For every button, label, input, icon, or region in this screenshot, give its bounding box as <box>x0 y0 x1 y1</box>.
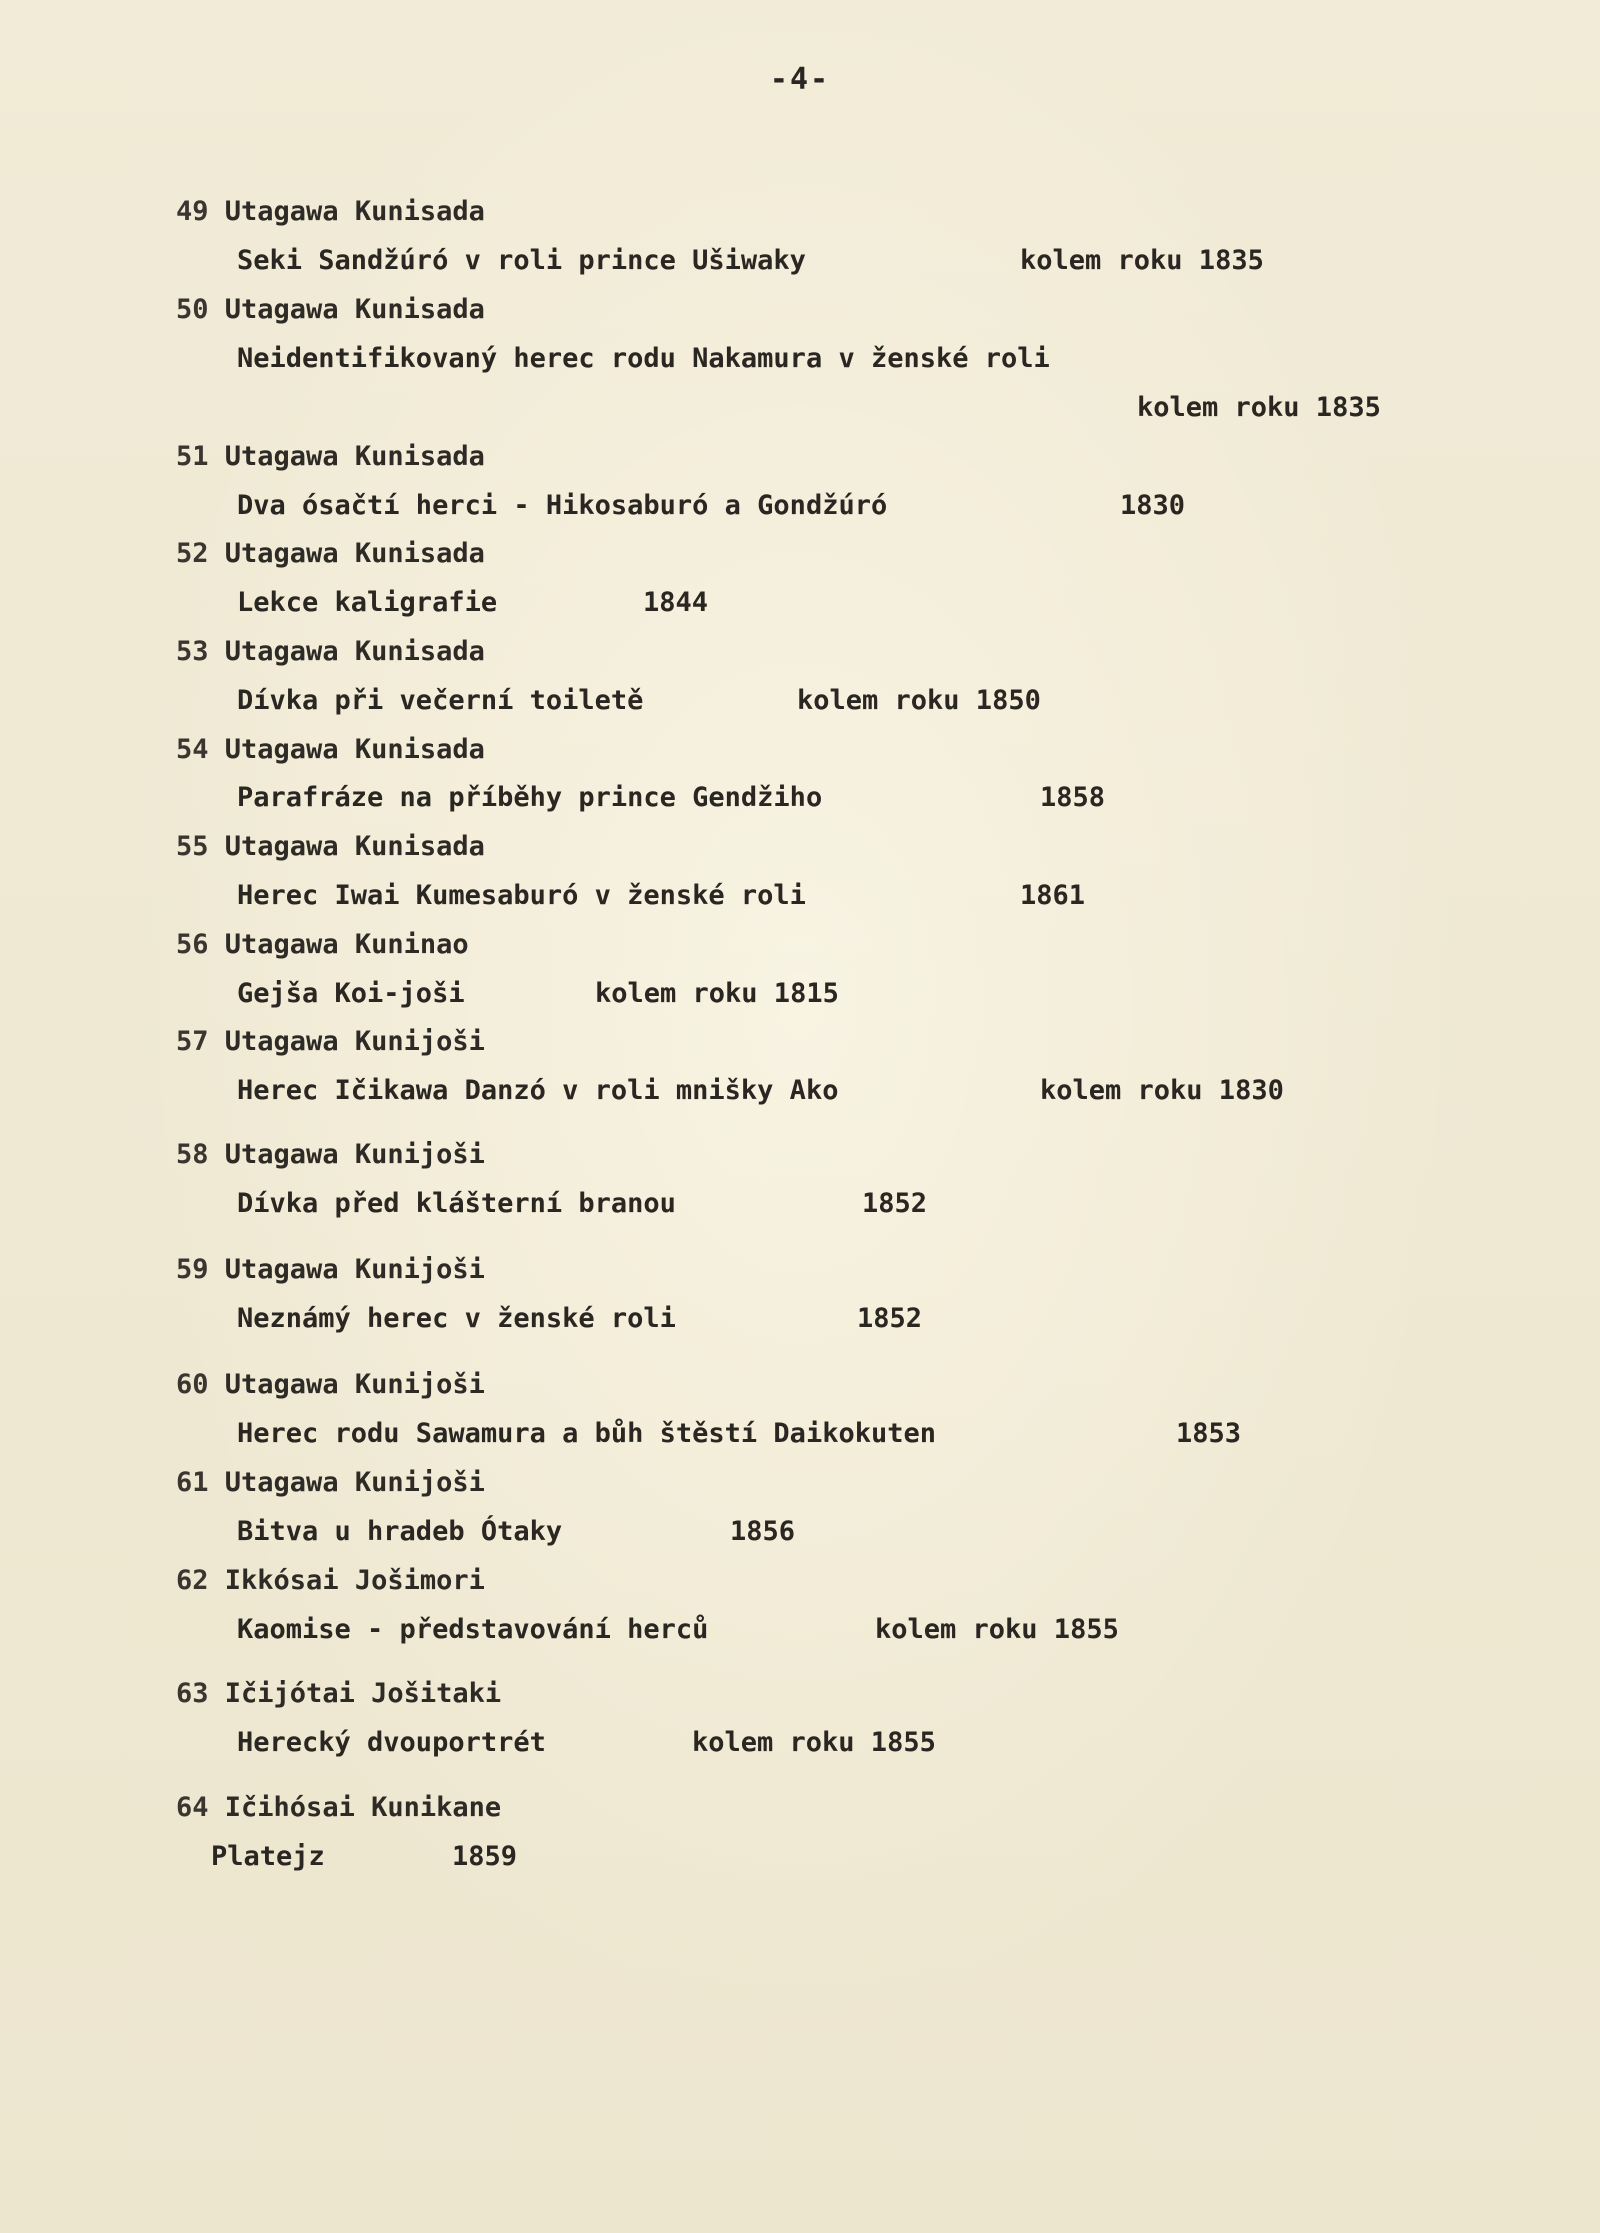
entry-59-heading <box>176 1256 485 1283</box>
entry-50-heading <box>176 296 485 323</box>
entry-title: Herec rodu Sawamura a bůh štěstí Daikokuten <box>237 1418 936 1449</box>
entry-title: Seki Sandžúró v roli prince Ušiwaky <box>237 245 806 276</box>
entry-title: Platejz <box>211 1841 325 1872</box>
entry-title: Herecký dvouportrét <box>237 1727 546 1758</box>
entry-date: 1830 <box>1120 490 1186 521</box>
entry-51-date <box>1120 492 1185 519</box>
entry-date: kolem roku 1830 <box>1040 1075 1284 1106</box>
entry-title: Dva ósačtí herci - Hikosaburó a Gondžúró <box>237 490 888 521</box>
entry-54-date <box>1040 784 1105 811</box>
entry-63-title-line <box>237 1729 546 1756</box>
entry-date: 1852 <box>857 1303 923 1334</box>
entry-62-title-line <box>237 1616 708 1643</box>
entry-date: 1856 <box>730 1516 796 1547</box>
entry-artist: Utagawa Kunisada <box>224 294 485 325</box>
entry-57-date <box>1040 1077 1284 1104</box>
entry-58-date <box>862 1190 927 1217</box>
entry-53-date <box>797 687 1041 714</box>
entry-date: 1852 <box>862 1188 928 1219</box>
entry-64-title-line <box>211 1843 325 1870</box>
entry-date: 1861 <box>1020 880 1086 911</box>
entry-54-title-line <box>237 784 822 811</box>
entry-date: kolem roku 1855 <box>875 1614 1119 1645</box>
entry-title: Kaomise - představování herců <box>237 1614 709 1645</box>
entry-title: Gejša Koi-joši <box>237 978 465 1009</box>
entry-53-title-line <box>237 687 643 714</box>
entry-number: 57 <box>176 1026 209 1057</box>
entry-number: 64 <box>176 1792 209 1823</box>
entry-50-title-line <box>237 345 1050 372</box>
entry-52-heading <box>176 540 485 567</box>
entry-artist: Utagawa Kunijoši <box>224 1467 485 1498</box>
entry-artist: Utagawa Kunisada <box>224 538 485 569</box>
entry-62-date <box>875 1616 1119 1643</box>
entry-date: 1844 <box>643 587 709 618</box>
entry-55-heading <box>176 833 485 860</box>
entry-51-heading <box>176 443 485 470</box>
entry-59-title-line <box>237 1305 676 1332</box>
entry-number: 59 <box>176 1254 209 1285</box>
entry-artist: Utagawa Kunijoši <box>224 1139 485 1170</box>
entry-artist: Utagawa Kunisada <box>224 196 485 227</box>
entry-64-heading <box>176 1794 501 1821</box>
entry-56-title-line <box>237 980 465 1007</box>
entry-artist: Utagawa Kunijoši <box>224 1369 485 1400</box>
entry-artist: Utagawa Kunijoši <box>224 1254 485 1285</box>
entry-date: kolem roku 1835 <box>1137 392 1381 423</box>
entry-date: 1853 <box>1176 1418 1242 1449</box>
entry-number: 54 <box>176 734 209 765</box>
entry-57-title-line <box>237 1077 838 1104</box>
entry-60-date <box>1176 1420 1241 1447</box>
entry-49-date <box>1020 247 1264 274</box>
entry-52-date <box>643 589 708 616</box>
entry-date: kolem roku 1835 <box>1020 245 1264 276</box>
entry-date: 1858 <box>1040 782 1106 813</box>
entry-title: Herec Iwai Kumesaburó v ženské roli <box>237 880 806 911</box>
entry-title: Neidentifikovaný herec rodu Nakamura v ženské roli <box>237 343 1050 374</box>
entry-number: 52 <box>176 538 209 569</box>
entry-title: Bitva u hradeb Ótaky <box>237 1516 563 1547</box>
entry-number: 51 <box>176 441 209 472</box>
entry-60-title-line <box>237 1420 936 1447</box>
entry-55-title-line <box>237 882 806 909</box>
entry-artist: Utagawa Kunisada <box>224 441 485 472</box>
page-number: -4- <box>769 62 831 97</box>
entry-title: Neznámý herec v ženské roli <box>237 1303 676 1334</box>
entry-artist: Utagawa Kunisada <box>224 831 485 862</box>
entry-number: 62 <box>176 1565 209 1596</box>
entry-title: Lekce kaligrafie <box>237 587 498 618</box>
entry-63-heading <box>176 1680 501 1707</box>
entry-artist: Utagawa Kunijoši <box>224 1026 485 1057</box>
entry-56-date <box>595 980 839 1007</box>
entry-64-date <box>452 1843 517 1870</box>
entry-60-heading <box>176 1371 485 1398</box>
entry-50-date <box>1137 394 1381 421</box>
entry-58-title-line <box>237 1190 676 1217</box>
entry-date: 1859 <box>452 1841 518 1872</box>
entry-number: 61 <box>176 1467 209 1498</box>
entry-date: kolem roku 1850 <box>797 685 1041 716</box>
entry-56-heading <box>176 931 469 958</box>
entry-title: Parafráze na příběhy prince Gendžiho <box>237 782 823 813</box>
entry-title: Dívka při večerní toiletě <box>237 685 644 716</box>
entry-number: 55 <box>176 831 209 862</box>
entry-52-title-line <box>237 589 497 616</box>
entry-61-date <box>730 1518 795 1545</box>
entry-58-heading <box>176 1141 485 1168</box>
entry-artist: Utagawa Kunisada <box>224 734 485 765</box>
entry-57-heading <box>176 1028 485 1055</box>
entry-number: 50 <box>176 294 209 325</box>
entry-62-heading <box>176 1567 485 1594</box>
entry-49-heading <box>176 198 485 225</box>
entry-number: 63 <box>176 1678 209 1709</box>
entry-51-title-line <box>237 492 887 519</box>
entry-63-date <box>692 1729 936 1756</box>
entry-date: kolem roku 1855 <box>692 1727 936 1758</box>
entry-title: Dívka před klášterní branou <box>237 1188 676 1219</box>
entry-53-heading <box>176 638 485 665</box>
entry-artist: Ičihósai Kunikane <box>224 1792 502 1823</box>
entry-59-date <box>857 1305 922 1332</box>
entry-number: 56 <box>176 929 209 960</box>
entry-number: 60 <box>176 1369 209 1400</box>
entry-artist: Ičijótai Jošitaki <box>224 1678 502 1709</box>
entry-number: 49 <box>176 196 209 227</box>
entry-artist: Ikkósai Jošimori <box>224 1565 485 1596</box>
entry-49-title-line <box>237 247 806 274</box>
entry-number: 58 <box>176 1139 209 1170</box>
entry-number: 53 <box>176 636 209 667</box>
entry-date: kolem roku 1815 <box>595 978 839 1009</box>
entry-54-heading <box>176 736 485 763</box>
entry-61-heading <box>176 1469 485 1496</box>
entry-artist: Utagawa Kuninao <box>224 929 469 960</box>
entry-61-title-line <box>237 1518 562 1545</box>
entry-title: Herec Ičikawa Danzó v roli mnišky Ako <box>237 1075 839 1106</box>
entry-artist: Utagawa Kunisada <box>224 636 485 667</box>
entry-55-date <box>1020 882 1085 909</box>
